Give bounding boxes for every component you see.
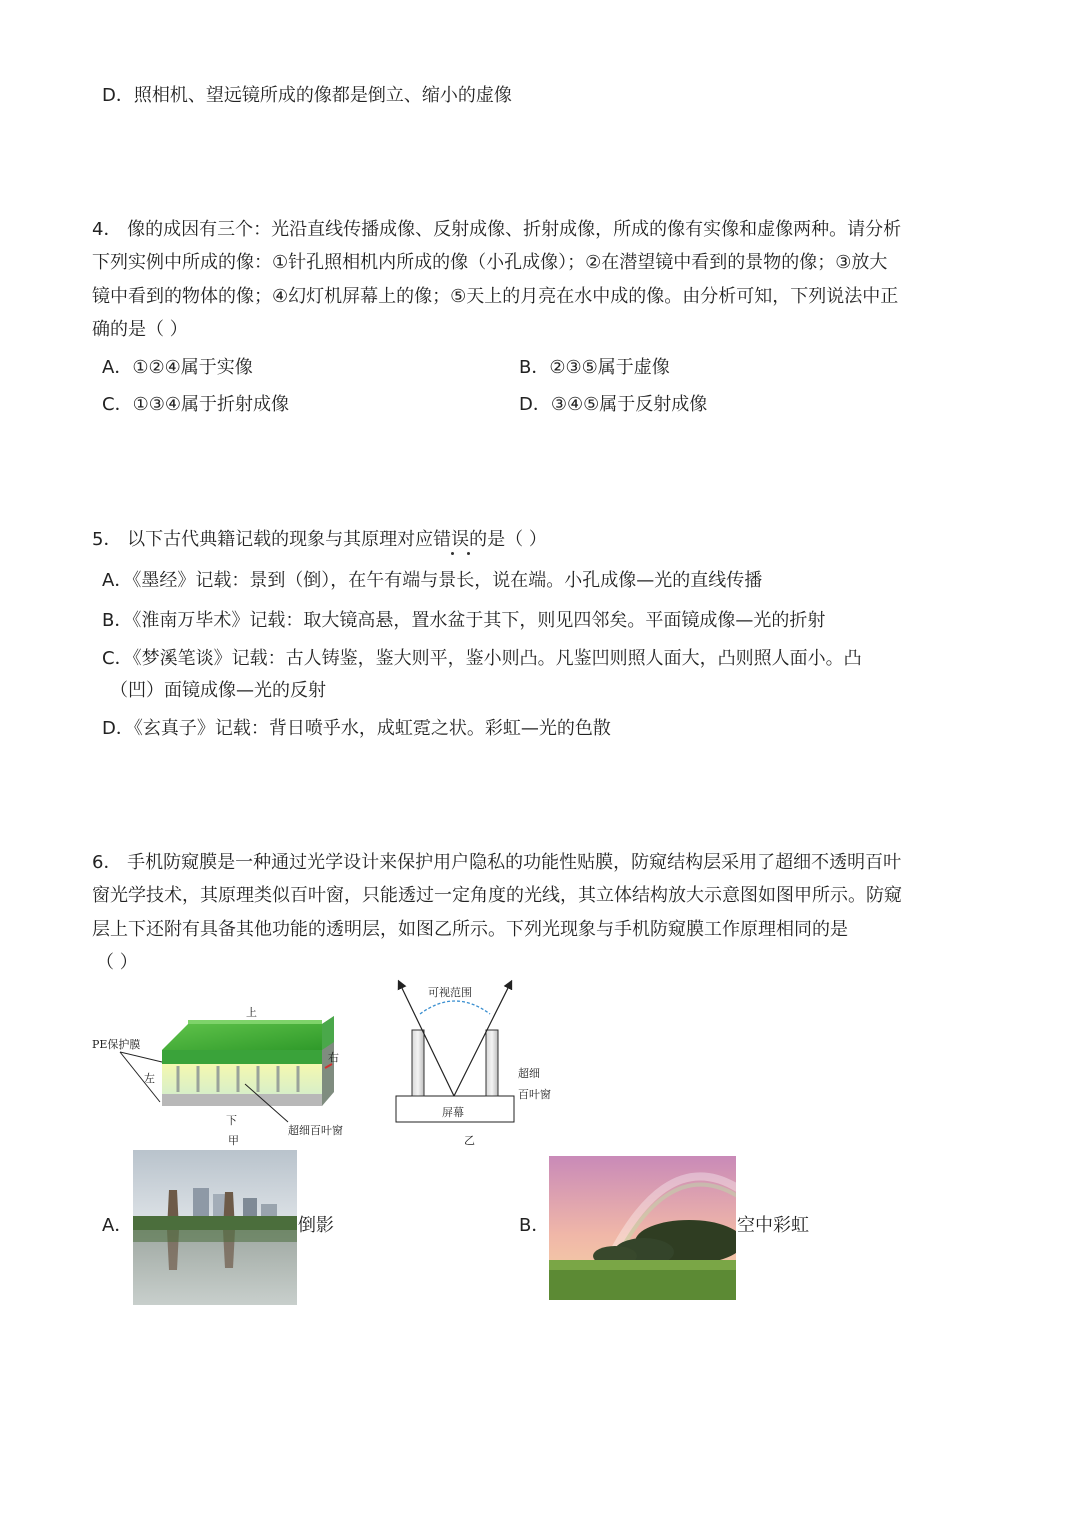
q4-stem-line-1: 4． 像的成因有三个：光沿直线传播成像、反射成像、折射成像，所成的像有实像和虚像两种。请分析 xyxy=(92,219,902,240)
q6-option-b-text: 空中彩虹 xyxy=(737,1215,809,1236)
fig-jia-leader-lines xyxy=(110,1040,310,1130)
q5-stem: 5． 以下古代典籍记载的现象与其原理对应错误的是（ ） xyxy=(92,529,547,550)
q6-option-a-text: 倒影 xyxy=(298,1215,334,1236)
q4-stem-line-4: 确的是（ ） xyxy=(92,319,188,340)
q5-option-a: A．《墨经》记载：景到（倒），在午有端与景长，说在端。小孔成像—光的直线传播 xyxy=(102,570,763,591)
q4-stem-line-2: 下列实例中所成的像：①针孔照相机内所成的像（小孔成像）；②在潜望镜中看到的景物的像；③放大 xyxy=(92,252,888,273)
q6-option-b-letter: B． xyxy=(519,1215,550,1236)
q4-option-c: C．①③④属于折射成像 xyxy=(102,394,289,415)
q6-stem-line-1: 6． 手机防窥膜是一种通过光学设计来保护用户隐私的功能性贴膜，防窥结构层采用了超细不透明百叶 xyxy=(92,852,902,873)
q5-option-c: C．《梦溪笔谈》记载：古人铸鉴，鉴大则平，鉴小则凸。凡鉴凹则照人面大，凸则照人面小。凸 xyxy=(102,648,862,669)
q6-stem-line-2: 窗光学技术，其原理类似百叶窗，只能透过一定角度的光线，其立体结构放大示意图如图甲所示。防窥 xyxy=(92,885,902,906)
fig-yi-label-screen: 屏幕 xyxy=(442,1106,464,1119)
fig-jia-label-top: 上 xyxy=(246,1006,257,1019)
fig-jia-label-bottom: 下 xyxy=(226,1114,237,1127)
fig-jia-label-louver: 超细百叶窗 xyxy=(288,1124,343,1137)
reflection-photo xyxy=(133,1150,297,1305)
fig-yi-label-louver-2: 百叶窗 xyxy=(518,1088,551,1101)
q5-option-d: D．《玄真子》记载：背日喷乎水，成虹霓之状。彩虹—光的色散 xyxy=(102,718,611,739)
fig-yi-label-range: 可视范围 xyxy=(428,986,472,999)
q6-stem-line-4: （ ） xyxy=(96,952,138,973)
privacy-view-angle-diagram xyxy=(388,978,568,1128)
q4-option-a: A．①②④属于实像 xyxy=(102,357,253,378)
fig-jia-caption: 甲 xyxy=(228,1134,239,1147)
q6-option-a-letter: A． xyxy=(102,1215,133,1236)
q3-option-d: D．照相机、望远镜所成的像都是倒立、缩小的虚像 xyxy=(102,85,512,106)
fig-jia-label-left: 左 xyxy=(144,1072,155,1085)
emphasis-dot xyxy=(451,552,454,555)
fig-jia-label-pe: PE保护膜 xyxy=(92,1038,141,1051)
q5-option-c-cont: （凹）面镜成像—光的反射 xyxy=(110,680,326,701)
q4-option-b: B．②③⑤属于虚像 xyxy=(519,357,670,378)
fig-yi-caption: 乙 xyxy=(464,1134,475,1147)
emphasis-dot xyxy=(467,552,470,555)
q5-option-b: B．《淮南万毕术》记载：取大镜高悬，置水盆于其下，则见四邻矣。平面镜成像—光的折射 xyxy=(102,610,826,631)
q4-option-d: D．③④⑤属于反射成像 xyxy=(519,394,708,415)
fig-yi-label-louver-1: 超细 xyxy=(518,1067,540,1080)
rainbow-photo xyxy=(549,1156,736,1300)
q4-stem-line-3: 镜中看到的物体的像；④幻灯机屏幕上的像；⑤天上的月亮在水中成的像。由分析可知，下列说法中正 xyxy=(92,286,899,307)
fig-jia-label-right: 右 xyxy=(328,1051,339,1064)
q6-stem-line-3: 层上下还附有具备其他功能的透明层，如图乙所示。下列光现象与手机防窥膜工作原理相同的是 xyxy=(92,919,848,940)
